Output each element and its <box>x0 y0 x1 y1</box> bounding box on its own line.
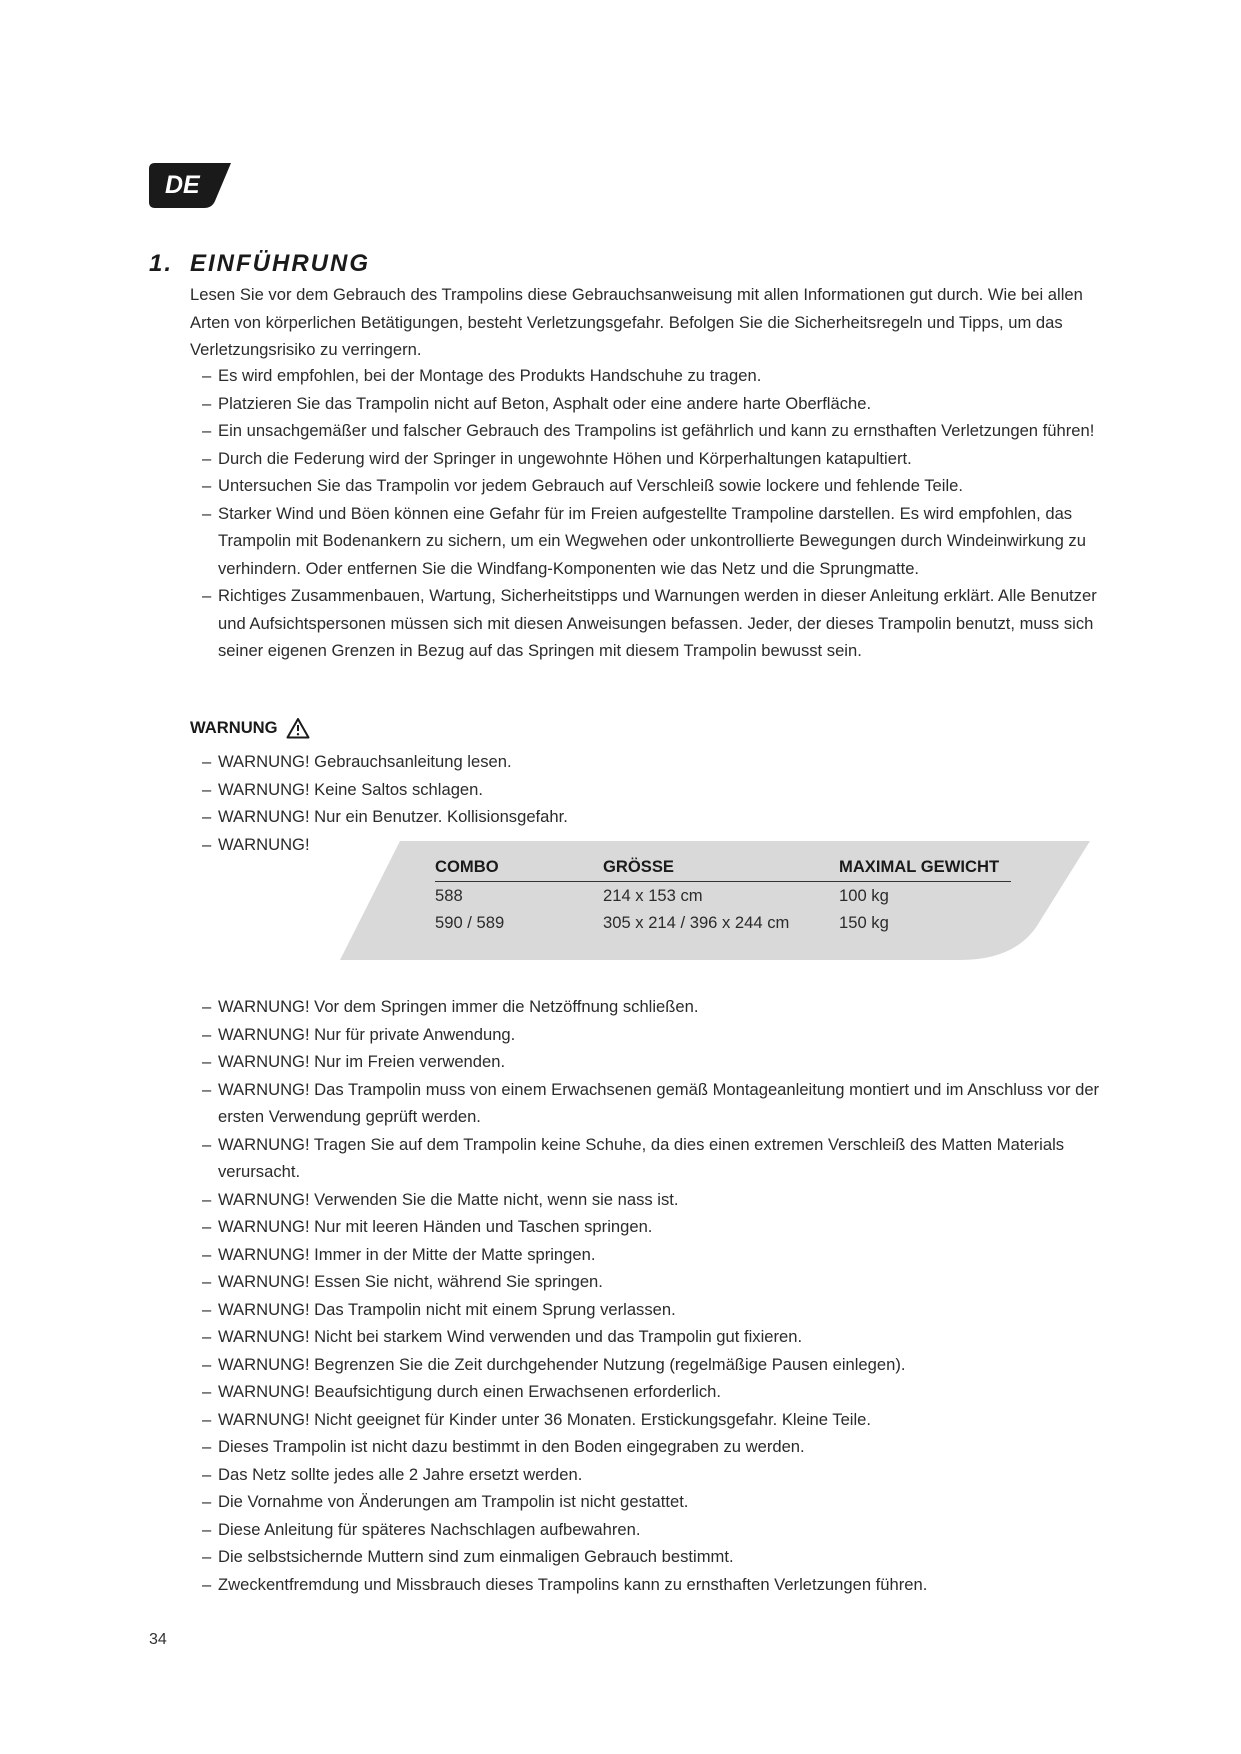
table-cell: 214 x 153 cm <box>603 886 703 905</box>
list-item: – WARNUNG! Nicht bei starkem Wind verwenden und das Trampolin gut fixieren. <box>190 1323 1120 1351</box>
weight-table-band <box>340 841 1100 960</box>
safety-list <box>190 362 1120 665</box>
list-item: – Dieses Trampolin ist nicht dazu bestimmt in den Boden eingegraben zu werden. <box>190 1433 1120 1461</box>
list-item: – Die Vornahme von Änderungen am Trampolin ist nicht gestattet. <box>190 1488 1120 1516</box>
table-header-row <box>435 853 1011 882</box>
list-item: – Platzieren Sie das Trampolin nicht auf Beton, Asphalt oder eine andere harte Oberfläche. <box>190 390 1120 418</box>
section-title-text: EINFÜHRUNG <box>190 250 370 277</box>
list-item: – WARNUNG! Das Trampolin nicht mit einem Sprung verlassen. <box>190 1296 1120 1324</box>
table-header: GRÖSSE <box>603 853 839 882</box>
list-item: – WARNUNG! Gebrauchsanleitung lesen. <box>190 748 1120 776</box>
list-item: – WARNUNG! Das Trampolin muss von einem Erwachsenen gemäß Montageanleitung montiert und im Anschluss vor der ersten Verwendung geprüft werden. <box>190 1076 1120 1131</box>
table-header: COMBO <box>435 853 603 882</box>
list-item: – WARNUNG! Immer in der Mitte der Matte springen. <box>190 1241 1120 1269</box>
list-item: – Es wird empfohlen, bei der Montage des Produkts Handschuhe zu tragen. <box>190 362 1120 390</box>
table-header: MAXIMAL GEWICHT <box>839 853 1011 882</box>
table-cell: 305 x 214 / 396 x 244 cm <box>603 913 790 932</box>
list-item: – WARNUNG! <box>190 831 1120 859</box>
table-cell: 588 <box>435 886 463 905</box>
table-cell: 590 / 589 <box>435 913 505 932</box>
table-cell: 100 kg <box>839 886 889 905</box>
table-row <box>435 882 1011 910</box>
list-item: – WARNUNG! Nicht geeignet für Kinder unter 36 Monaten. Erstickungsgefahr. Kleine Teile. <box>190 1406 1120 1434</box>
list-item: – Untersuchen Sie das Trampolin vor jedem Gebrauch auf Verschleiß sowie lockere und fehlende Teile. <box>190 472 1120 500</box>
list-item: – Durch die Federung wird der Springer in ungewohnte Höhen und Körperhaltungen katapultiert. <box>190 445 1120 473</box>
list-item: – WARNUNG! Nur mit leeren Händen und Taschen springen. <box>190 1213 1120 1241</box>
page-number: 34 <box>149 1631 167 1648</box>
list-item: – WARNUNG! Nur im Freien verwenden. <box>190 1048 1120 1076</box>
warning-triangle-icon <box>286 717 310 739</box>
section-title <box>149 250 370 278</box>
list-item: – Diese Anleitung für späteres Nachschlagen aufbewahren. <box>190 1516 1120 1544</box>
warning-heading-text: WARNUNG <box>190 718 278 737</box>
list-item: – WARNUNG! Nur für private Anwendung. <box>190 1021 1120 1049</box>
language-badge <box>149 163 231 208</box>
list-item: – Starker Wind und Böen können eine Gefahr für im Freien aufgestellte Trampoline darstellen. Es wird empfohlen, das Trampolin mit Bodenankern zu sichern, um ein Wegwehen oder unkontrollierte Bewegungen durch Windeinwirkung zu verhindern. Oder entfernen Sie die Windfang-Komponenten wie das Netz und die Sprungmatte. <box>190 500 1120 583</box>
list-item: – WARNUNG! Keine Saltos schlagen. <box>190 776 1120 804</box>
weight-table <box>435 853 1011 936</box>
list-item: – WARNUNG! Verwenden Sie die Matte nicht, wenn sie nass ist. <box>190 1186 1120 1214</box>
list-item: – Das Netz sollte jedes alle 2 Jahre ersetzt werden. <box>190 1461 1120 1489</box>
warning-list-bottom <box>190 993 1120 1598</box>
list-item: – WARNUNG! Beaufsichtigung durch einen Erwachsenen erforderlich. <box>190 1378 1120 1406</box>
list-item: – Ein unsachgemäßer und falscher Gebrauch des Trampolins ist gefährlich und kann zu ernsthaften Verletzungen führen! <box>190 417 1120 445</box>
list-item: – WARNUNG! Tragen Sie auf dem Trampolin keine Schuhe, da dies einen extremen Verschleiß des Matten Materials verursacht. <box>190 1131 1120 1186</box>
language-code: DE <box>165 171 200 199</box>
table-row <box>435 909 1011 936</box>
intro-paragraph: Lesen Sie vor dem Gebrauch des Trampolins diese Gebrauchsanweisung mit allen Informationen gut durch. Wie bei allen Arten von körperlichen Betätigungen, besteht Verletzungsgefahr. Befolgen Sie die Sicherheitsregeln und Tipps, um das Verletzungsrisiko zu verringern. <box>190 285 1083 359</box>
list-item: – Die selbstsichernde Muttern sind zum einmaligen Gebrauch bestimmt. <box>190 1543 1120 1571</box>
list-item: – WARNUNG! Vor dem Springen immer die Netzöffnung schließen. <box>190 993 1120 1021</box>
list-item: – WARNUNG! Essen Sie nicht, während Sie springen. <box>190 1268 1120 1296</box>
list-item: – WARNUNG! Begrenzen Sie die Zeit durchgehender Nutzung (regelmäßige Pausen einlegen). <box>190 1351 1120 1379</box>
section-number: 1. <box>149 250 174 277</box>
list-item: – Richtiges Zusammenbauen, Wartung, Sicherheitstipps und Warnungen werden in dieser Anleitung erklärt. Alle Benutzer und Aufsichtspersonen müssen sich mit diesen Anweisungen befassen. Jeder, der dieses Trampolin benutzt, muss sich seiner eigenen Grenzen in Bezug auf das Springen mit diesem Trampolin bewusst sein. <box>190 582 1120 665</box>
list-item: – WARNUNG! Nur ein Benutzer. Kollisionsgefahr. <box>190 803 1120 831</box>
warning-heading <box>190 717 310 739</box>
list-item: – Zweckentfremdung und Missbrauch dieses Trampolins kann zu ernsthaften Verletzungen führen. <box>190 1571 1120 1599</box>
table-cell: 150 kg <box>839 913 889 932</box>
